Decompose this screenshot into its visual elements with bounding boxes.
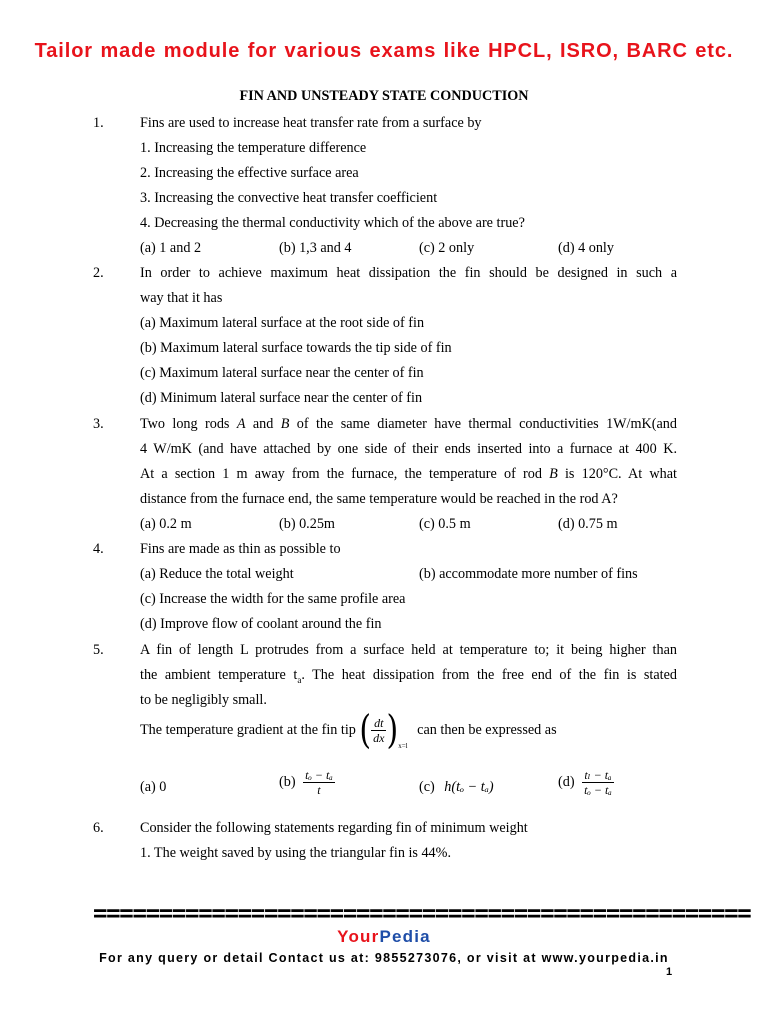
option-b: (b) Maximum lateral surface towards the tip side of fin (140, 340, 452, 356)
statement: 3. Increasing the convective heat transfer coefficient (140, 190, 438, 206)
question-stem: A fin of length L protrudes from a surface held at temperature to; it being higher than (140, 642, 677, 658)
question-stem: Fins are used to increase heat transfer rate from a surface by (140, 115, 482, 131)
option-d: (d) 0.75 m (558, 516, 618, 532)
option-c: (c) 0.5 m (419, 516, 471, 532)
option-b: (b) 0.25m (279, 516, 335, 532)
question-number: 4. (93, 541, 104, 557)
page-number: 1 (666, 966, 673, 978)
option-b: (b) accommodate more number of fins (419, 566, 638, 582)
question-stem-cont: At a section 1 m away from the furnace, the temperature of rod B is 120°C. At what (140, 466, 677, 482)
footer-divider: ================================================== (93, 899, 751, 927)
option-c: (c) Increase the width for the same profile area (140, 591, 406, 607)
question-stem: In order to achieve maximum heat dissipation the fin should be designed in such a (140, 265, 677, 281)
brand-logo: YourPedia (337, 927, 431, 946)
module-banner: Tailor made module for various exams like HPCL, ISRO, BARC etc. (34, 40, 734, 62)
option-a: (a) 0 (140, 779, 167, 795)
option-c: (c) Maximum lateral surface near the center of fin (140, 365, 424, 381)
question-stem-cont: distance from the furnace end, the same temperature would be reached in the rod A? (140, 491, 618, 507)
option-d: (d) $\frac{\text{tₗ − tₐ}}{\text{tₒ − tₐ}}$ (558, 768, 612, 797)
gradient-expression: The temperature gradient at the fin tip ( $\frac{dt}{dx}$ )$_{x=l}$ can then be expressed as (140, 707, 557, 754)
option-c: (c) 2 only (419, 240, 475, 256)
statement: 4. Decreasing the thermal conductivity which of the above are true? (140, 215, 525, 231)
contact-line: For any query or detail Contact us at: 9855273076, or visit at www.yourpedia.in (99, 951, 669, 965)
question-stem: Consider the following statements regarding fin of minimum weight (140, 820, 528, 836)
question-stem-cont: 4 W/mK (and have attached by one side of their ends inserted into a furnace at 400 K. (140, 441, 677, 457)
question-stem: Two long rods A and B of the same diameter have thermal conductivities 1W/mK(and (140, 416, 677, 432)
question-stem-cont: the ambient temperature $t_a$. The heat dissipation from the free end of the fin is stated (140, 667, 677, 685)
question-number: 1. (93, 115, 104, 131)
option-d: (d) Improve flow of coolant around the fin (140, 616, 382, 632)
statement: 1. Increasing the temperature difference (140, 140, 367, 156)
question-number: 3. (93, 416, 104, 432)
page-title: FIN AND UNSTEADY STATE CONDUCTION (239, 88, 529, 104)
option-a: (a) Maximum lateral surface at the root side of fin (140, 315, 425, 331)
question-stem: Fins are made as thin as possible to (140, 541, 341, 557)
question-stem-cont: way that it has (140, 290, 223, 306)
option-a: (a) 1 and 2 (140, 240, 202, 256)
statement: 2. Increasing the effective surface area (140, 165, 359, 181)
option-d: (d) Minimum lateral surface near the center of fin (140, 390, 423, 406)
question-stem-cont: to be negligibly small. (140, 692, 267, 708)
option-b: (b) 1,3 and 4 (279, 240, 352, 256)
option-a: (a) 0.2 m (140, 516, 192, 532)
question-number: 5. (93, 642, 104, 658)
question-number: 2. (93, 265, 104, 281)
option-c: (c) h(tₒ − tₐ) (419, 779, 494, 795)
question-number: 6. (93, 820, 104, 836)
option-b: (b) $\frac{\text{tₒ − tₐ}}{t}$ (279, 768, 333, 797)
option-d: (d) 4 only (558, 240, 614, 256)
statement: 1. The weight saved by using the triangular fin is 44%. (140, 845, 452, 861)
option-a: (a) Reduce the total weight (140, 566, 294, 582)
